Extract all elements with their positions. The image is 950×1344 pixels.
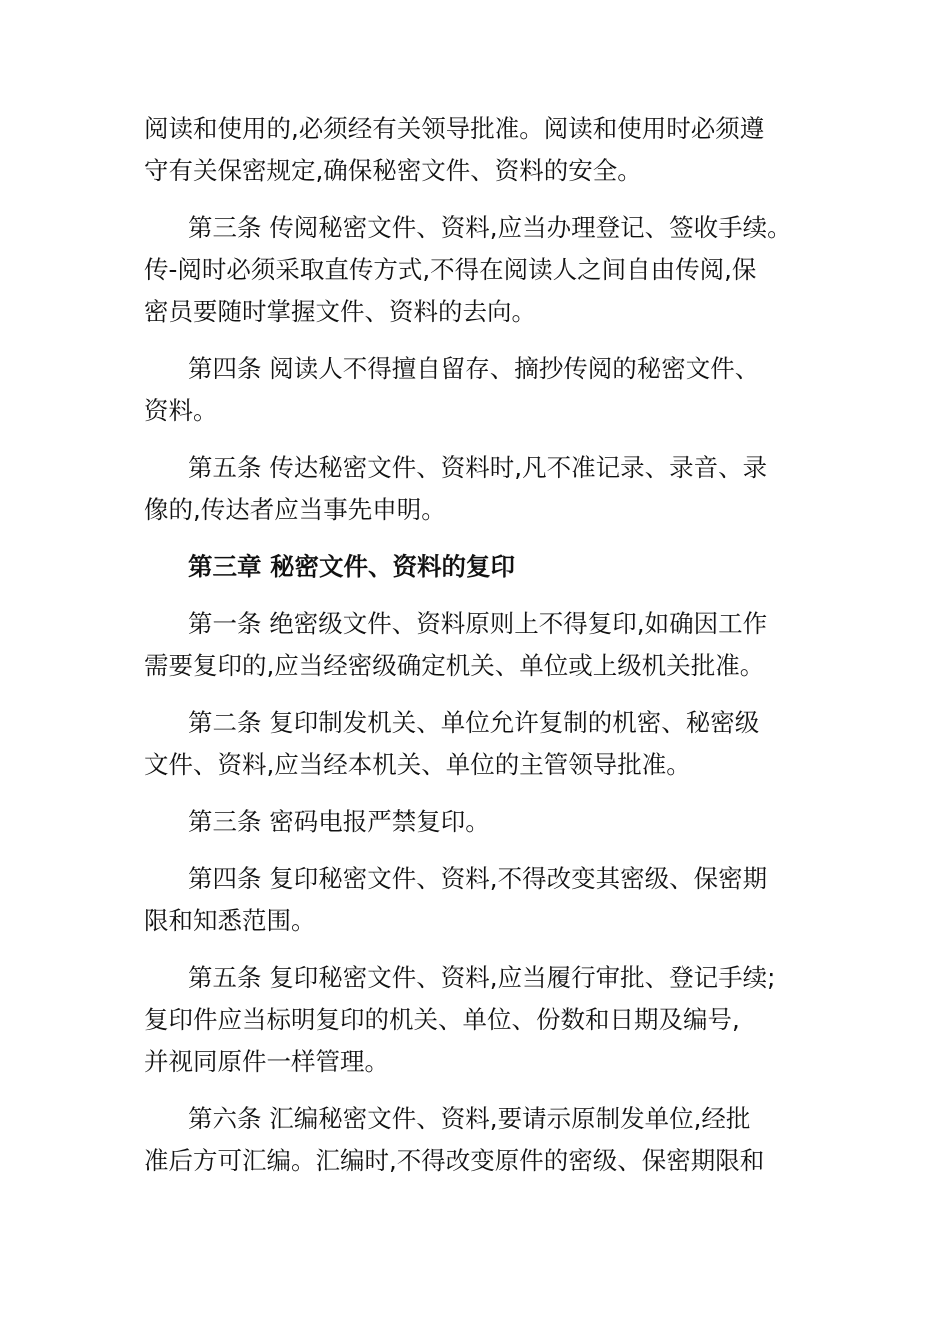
text-line: 资料。	[144, 396, 218, 425]
paragraph-continuation	[144, 108, 809, 192]
article-4-no-retention	[144, 348, 809, 432]
text-line: 第五条 传达秘密文件、资料时,凡不准记录、录音、录	[188, 453, 768, 482]
text-line: 守有关保密规定,确保秘密文件、资料的安全。	[144, 156, 642, 185]
text-line: 限和知悉范围。	[144, 906, 316, 935]
text-line: 第五条 复印秘密文件、资料,应当履行审批、登记手续;	[188, 963, 776, 992]
chapter-3-article-6	[144, 1098, 809, 1182]
heading-line: 第三章 秘密文件、资料的复印	[188, 552, 516, 581]
text-line: 阅读和使用的,必须经有关领导批准。阅读和使用时必须遵	[144, 114, 765, 143]
chapter-3-article-1	[144, 603, 809, 687]
chapter-3-article-5	[144, 957, 809, 1083]
text-line: 复印件应当标明复印的机关、单位、份数和日期及编号,	[144, 1005, 740, 1034]
article-3-circulation	[144, 207, 809, 333]
text-line: 密员要随时掌握文件、资料的去向。	[144, 297, 536, 326]
text-line: 需要复印的,应当经密级确定机关、单位或上级机关批准。	[144, 651, 765, 680]
document-page	[144, 108, 809, 1197]
text-line: 传-阅时必须采取直传方式,不得在阅读人之间自由传阅,保	[144, 255, 757, 284]
text-line: 第一条 绝密级文件、资料原则上不得复印,如确因工作	[188, 609, 768, 638]
text-line: 第三条 传阅秘密文件、资料,应当办理登记、签收手续。	[188, 213, 792, 242]
text-line: 像的,传达者应当事先申明。	[144, 495, 446, 524]
text-line: 文件、资料,应当经本机关、单位的主管领导批准。	[144, 750, 691, 779]
text-line: 第四条 复印秘密文件、资料,不得改变其密级、保密期	[188, 864, 768, 893]
chapter-3-heading	[144, 546, 809, 588]
chapter-3-article-2	[144, 702, 809, 786]
chapter-3-article-4	[144, 858, 809, 942]
article-5-no-recording	[144, 447, 809, 531]
text-line: 第六条 汇编秘密文件、资料,要请示原制发单位,经批	[188, 1104, 751, 1133]
text-line: 并视同原件一样管理。	[144, 1047, 389, 1076]
text-line: 第四条 阅读人不得擅自留存、摘抄传阅的秘密文件、	[188, 354, 760, 383]
chapter-3-article-3	[144, 801, 809, 843]
text-line: 第三条 密码电报严禁复印。	[188, 807, 490, 836]
text-line: 第二条 复印制发机关、单位允许复制的机密、秘密级	[188, 708, 760, 737]
text-line: 准后方可汇编。汇编时,不得改变原件的密级、保密期限和	[144, 1146, 765, 1175]
